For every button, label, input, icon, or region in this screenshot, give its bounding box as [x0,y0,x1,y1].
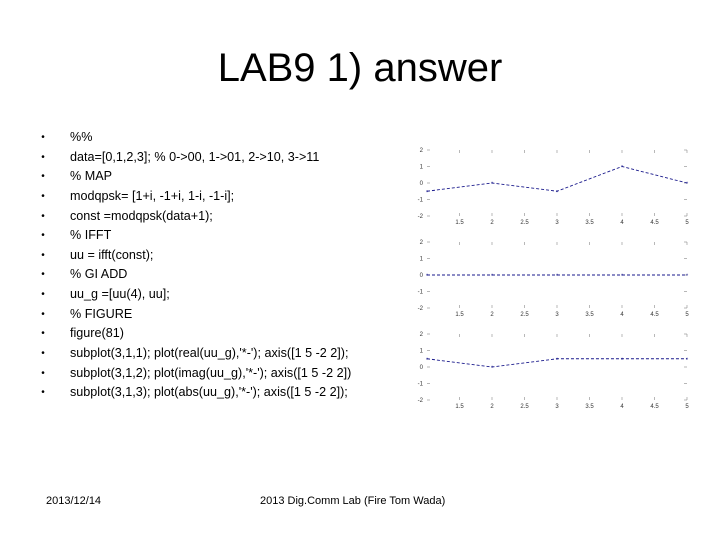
x-tick-label: 4.5 [650,312,659,318]
x-tick-label: 4 [620,312,624,318]
code-line [38,246,398,266]
data-point-marker: * [685,182,689,188]
x-tick-label: 4 [620,220,624,226]
y-tick-label: 1 [419,256,423,263]
code-line-text: subplot(3,1,2); plot(imag(uu_g),'*-'); axis([1 5 -2 2]) [70,365,352,380]
bullet-icon: • [41,367,45,379]
code-line-text: % MAP [70,169,112,184]
code-line-text: uu = ifft(const); [70,247,154,262]
code-bullet-list [38,128,398,403]
code-line [38,265,398,285]
code-line-text: % FIGURE [70,306,133,321]
data-point-marker: * [620,274,624,280]
data-point-marker: * [490,274,494,280]
code-line-text: subplot(3,1,3); plot(abs(uu_g),'*-'); axis([1 5 -2 2]); [70,385,348,400]
y-tick-label: 0 [419,273,423,279]
x-tick-label: 5 [685,220,689,226]
bullet-icon: • [41,249,45,261]
bullet-icon: • [41,230,45,242]
data-point-marker: * [490,366,494,372]
data-point-marker: * [425,274,429,280]
bullet-icon: • [41,387,45,399]
x-tick-label: 2 [490,312,494,318]
x-tick-label: 2.5 [520,404,529,410]
data-point-marker: * [685,274,689,280]
code-line [38,128,398,148]
x-tick-label: 4.5 [650,404,659,410]
series-line [427,167,687,192]
code-line-text: modqpsk= [1+i, -1+i, 1-i, -1-i]; [70,188,235,203]
code-line-text: const =modqpsk(data+1); [70,208,213,223]
y-tick-label: -1 [417,197,423,204]
x-tick-label: 5 [685,312,689,318]
code-line-text: % IFFT [70,228,112,243]
y-tick-label: 1 [419,164,423,171]
bullet-icon: • [41,132,45,143]
y-tick-label: -1 [417,381,423,388]
bullet-icon: • [41,328,45,340]
y-tick-label: -2 [417,398,423,404]
x-tick-label: 2.5 [520,312,529,318]
x-tick-label: 1.5 [455,220,464,226]
footer-date: 2013/12/14 [46,495,102,507]
code-line [38,364,398,384]
x-tick-label: 3 [555,404,559,410]
code-line [38,344,398,364]
subplot-3 [418,332,690,410]
data-point-marker: * [555,190,559,197]
y-tick-label: 0 [419,365,423,371]
bullet-icon: • [41,308,45,320]
x-tick-label: 4 [620,404,624,410]
code-line [38,226,398,246]
bullet-icon: • [41,269,45,281]
code-line [38,187,398,207]
code-line [38,383,398,403]
x-tick-label: 3 [555,220,559,226]
data-point-marker: * [425,190,429,197]
code-line [38,305,398,325]
y-tick-label: -2 [417,214,423,220]
bullet-icon: • [41,289,45,301]
code-line [38,285,398,305]
y-tick-label: -1 [417,289,423,296]
bullet-icon: • [41,190,45,202]
code-line-text: % GI ADD [70,267,128,282]
data-point-marker: * [555,274,559,280]
slide-title: LAB9 1) answer [217,46,503,90]
y-tick-label: 2 [419,240,423,246]
y-tick-label: -2 [417,306,423,312]
data-point-marker: * [685,357,689,364]
code-line [38,148,398,168]
data-point-marker: * [620,165,624,172]
matlab-subplots-figure [405,140,695,416]
footer-credit: 2013 Dig.Comm Lab (Fire Tom Wada) [260,495,446,507]
x-tick-label: 1.5 [455,404,464,410]
bullet-icon: • [41,151,45,163]
subplot-1 [418,148,690,226]
bullet-icon: • [41,171,45,183]
bullet-icon: • [41,210,45,222]
code-line [38,207,398,227]
x-tick-label: 1.5 [455,312,464,318]
code-line-text: subplot(3,1,1); plot(real(uu_g),'*-'); axis([1 5 -2 2]); [70,346,349,361]
x-tick-label: 3.5 [585,404,594,410]
code-line [38,167,398,187]
y-tick-label: 2 [419,148,423,154]
data-point-marker: * [555,357,559,364]
code-line-text: %% [70,130,93,144]
code-line [38,324,398,344]
code-line-text: figure(81) [70,326,124,341]
x-tick-label: 3.5 [585,312,594,318]
subplot-2 [418,240,690,318]
x-tick-label: 3 [555,312,559,318]
y-tick-label: 2 [419,332,423,338]
x-tick-label: 2 [490,220,494,226]
x-tick-label: 5 [685,404,689,410]
bullet-icon: • [41,348,45,360]
x-tick-label: 4.5 [650,220,659,226]
x-tick-label: 2 [490,404,494,410]
x-tick-label: 3.5 [585,220,594,226]
x-tick-label: 2.5 [520,220,529,226]
y-tick-label: 1 [419,348,423,355]
data-point-marker: * [620,357,624,364]
code-line-text: data=[0,1,2,3]; % 0->00, 1->01, 2->10, 3->11 [70,149,320,164]
code-line-text: uu_g =[uu(4), uu]; [70,287,170,302]
y-tick-label: 0 [419,181,423,187]
data-point-marker: * [490,182,494,188]
data-point-marker: * [425,357,429,364]
